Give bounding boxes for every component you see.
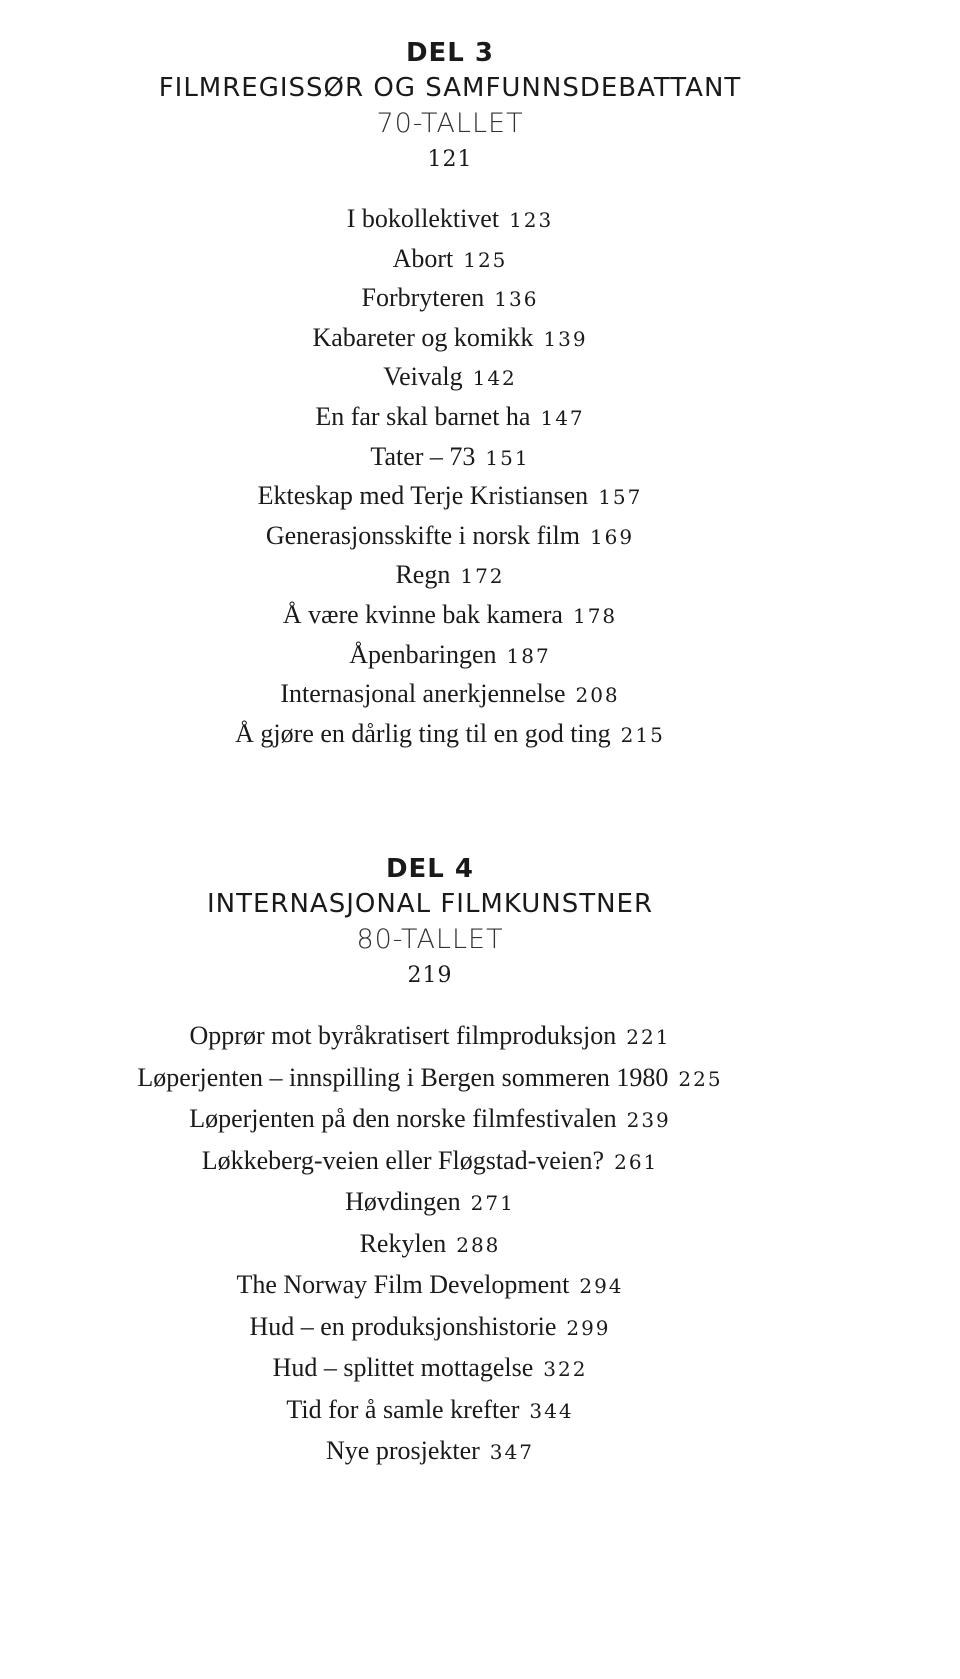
chapter-page: 157 xyxy=(598,485,643,510)
chapter-title: Generasjonsskifte i norsk film xyxy=(265,520,580,550)
chapter-title: Nye prosjekter xyxy=(326,1436,480,1465)
chapter-entry[interactable] xyxy=(0,556,900,596)
chapter-title: Rekylen xyxy=(359,1228,447,1258)
chapter-page: 187 xyxy=(506,643,551,668)
chapter-page: 215 xyxy=(620,722,665,747)
part-decade: 70-TALLET xyxy=(376,108,524,139)
part-start-page: 121 xyxy=(427,147,473,172)
chapter-title: I bokollektivet xyxy=(346,204,500,233)
chapter-entry[interactable] xyxy=(0,1431,860,1473)
chapter-entry[interactable] xyxy=(0,517,900,557)
part-label: DEL 3 xyxy=(405,38,495,68)
chapter-entry[interactable] xyxy=(0,596,900,636)
chapter-entry[interactable] xyxy=(0,477,900,517)
part-4-section xyxy=(0,852,860,1473)
part-title: FILMREGISSØR OG SAMFUNNSDEBATTANT xyxy=(158,73,742,103)
part-start-page: 219 xyxy=(407,963,453,988)
chapter-title: Forbryteren xyxy=(361,283,485,313)
chapter-page: 151 xyxy=(485,445,530,470)
chapter-entry[interactable] xyxy=(0,1348,860,1390)
chapter-title: Hud – en produksjonshistorie xyxy=(249,1311,557,1341)
chapter-page: 271 xyxy=(470,1191,515,1215)
chapter-page: 239 xyxy=(626,1108,671,1132)
chapter-page: 208 xyxy=(575,683,620,708)
chapter-page: 123 xyxy=(509,208,554,232)
chapter-page: 139 xyxy=(543,326,588,351)
chapter-title: Kabareter og komikk xyxy=(312,322,534,352)
chapter-entry[interactable] xyxy=(0,636,900,676)
chapter-title: En far skal barnet ha xyxy=(315,401,531,431)
chapter-title: Løkkeberg-veien eller Fløgstad-veien? xyxy=(201,1145,605,1175)
chapter-page: 221 xyxy=(626,1025,671,1049)
chapter-page: 347 xyxy=(489,1440,534,1464)
chapter-page: 147 xyxy=(540,405,585,430)
chapter-page: 294 xyxy=(579,1274,624,1298)
chapter-entry[interactable] xyxy=(0,200,900,240)
chapter-entry[interactable] xyxy=(0,319,900,359)
chapter-entry[interactable] xyxy=(0,438,900,478)
chapter-title: Løperjenten på den norske filmfestivalen xyxy=(189,1104,617,1133)
chapter-entry[interactable] xyxy=(0,1265,860,1307)
chapter-entry[interactable] xyxy=(0,279,900,319)
chapter-entry[interactable] xyxy=(0,715,900,755)
chapter-title: Å være kvinne bak kamera xyxy=(282,599,563,629)
chapter-title: Internasjonal anerkjennelse xyxy=(280,679,566,709)
part-3-section xyxy=(0,36,900,754)
chapter-entry[interactable] xyxy=(0,1099,860,1141)
chapter-title: Veivalg xyxy=(383,362,463,392)
chapter-page: 172 xyxy=(460,564,505,589)
chapter-page: 142 xyxy=(472,366,517,391)
chapter-title: The Norway Film Development xyxy=(236,1270,570,1299)
chapter-title: Åpenbaringen xyxy=(349,639,497,669)
chapter-title: Ekteskap med Terje Kristiansen xyxy=(257,481,589,511)
chapter-page: 261 xyxy=(614,1149,659,1174)
chapter-title: Opprør mot byråkratisert filmproduksjon xyxy=(189,1021,617,1050)
chapter-entry[interactable] xyxy=(0,1141,860,1183)
chapter-page: 178 xyxy=(572,603,618,628)
chapter-title: Abort xyxy=(392,243,454,273)
chapter-page: 344 xyxy=(529,1398,574,1423)
part-decade: 80-TALLET xyxy=(356,924,504,955)
chapter-entry[interactable] xyxy=(0,1016,860,1058)
chapter-entry[interactable] xyxy=(0,675,900,715)
chapter-title: Løperjenten – innspilling i Bergen sommeren 1980 xyxy=(137,1062,669,1092)
part-title: INTERNASJONAL FILMKUNSTNER xyxy=(206,889,654,919)
chapter-list xyxy=(0,1016,860,1473)
chapter-entry[interactable] xyxy=(0,1307,860,1349)
chapter-entry[interactable] xyxy=(0,358,900,398)
chapter-page: 299 xyxy=(566,1315,611,1340)
chapter-page: 288 xyxy=(456,1232,501,1257)
chapter-page: 225 xyxy=(678,1066,723,1091)
chapter-title: Tater – 73 xyxy=(370,441,476,471)
chapter-title: Å gjøre en dårlig ting til en god ting xyxy=(235,718,611,748)
chapter-entry[interactable] xyxy=(0,1224,860,1266)
chapter-title: Regn xyxy=(395,560,451,590)
chapter-title: Tid for å samle krefter xyxy=(286,1394,520,1424)
chapter-entry[interactable] xyxy=(0,1182,860,1224)
chapter-page: 322 xyxy=(543,1357,588,1381)
chapter-page: 136 xyxy=(494,287,539,312)
part-label: DEL 4 xyxy=(385,854,475,884)
chapter-entry[interactable] xyxy=(0,240,900,280)
chapter-page: 125 xyxy=(463,247,508,272)
chapter-list xyxy=(0,200,900,754)
chapter-title: Høvdingen xyxy=(345,1187,461,1216)
chapter-entry[interactable] xyxy=(0,398,900,438)
chapter-page: 169 xyxy=(589,524,635,549)
chapter-entry[interactable] xyxy=(0,1058,860,1100)
chapter-entry[interactable] xyxy=(0,1390,860,1432)
chapter-title: Hud – splittet mottagelse xyxy=(272,1353,534,1382)
